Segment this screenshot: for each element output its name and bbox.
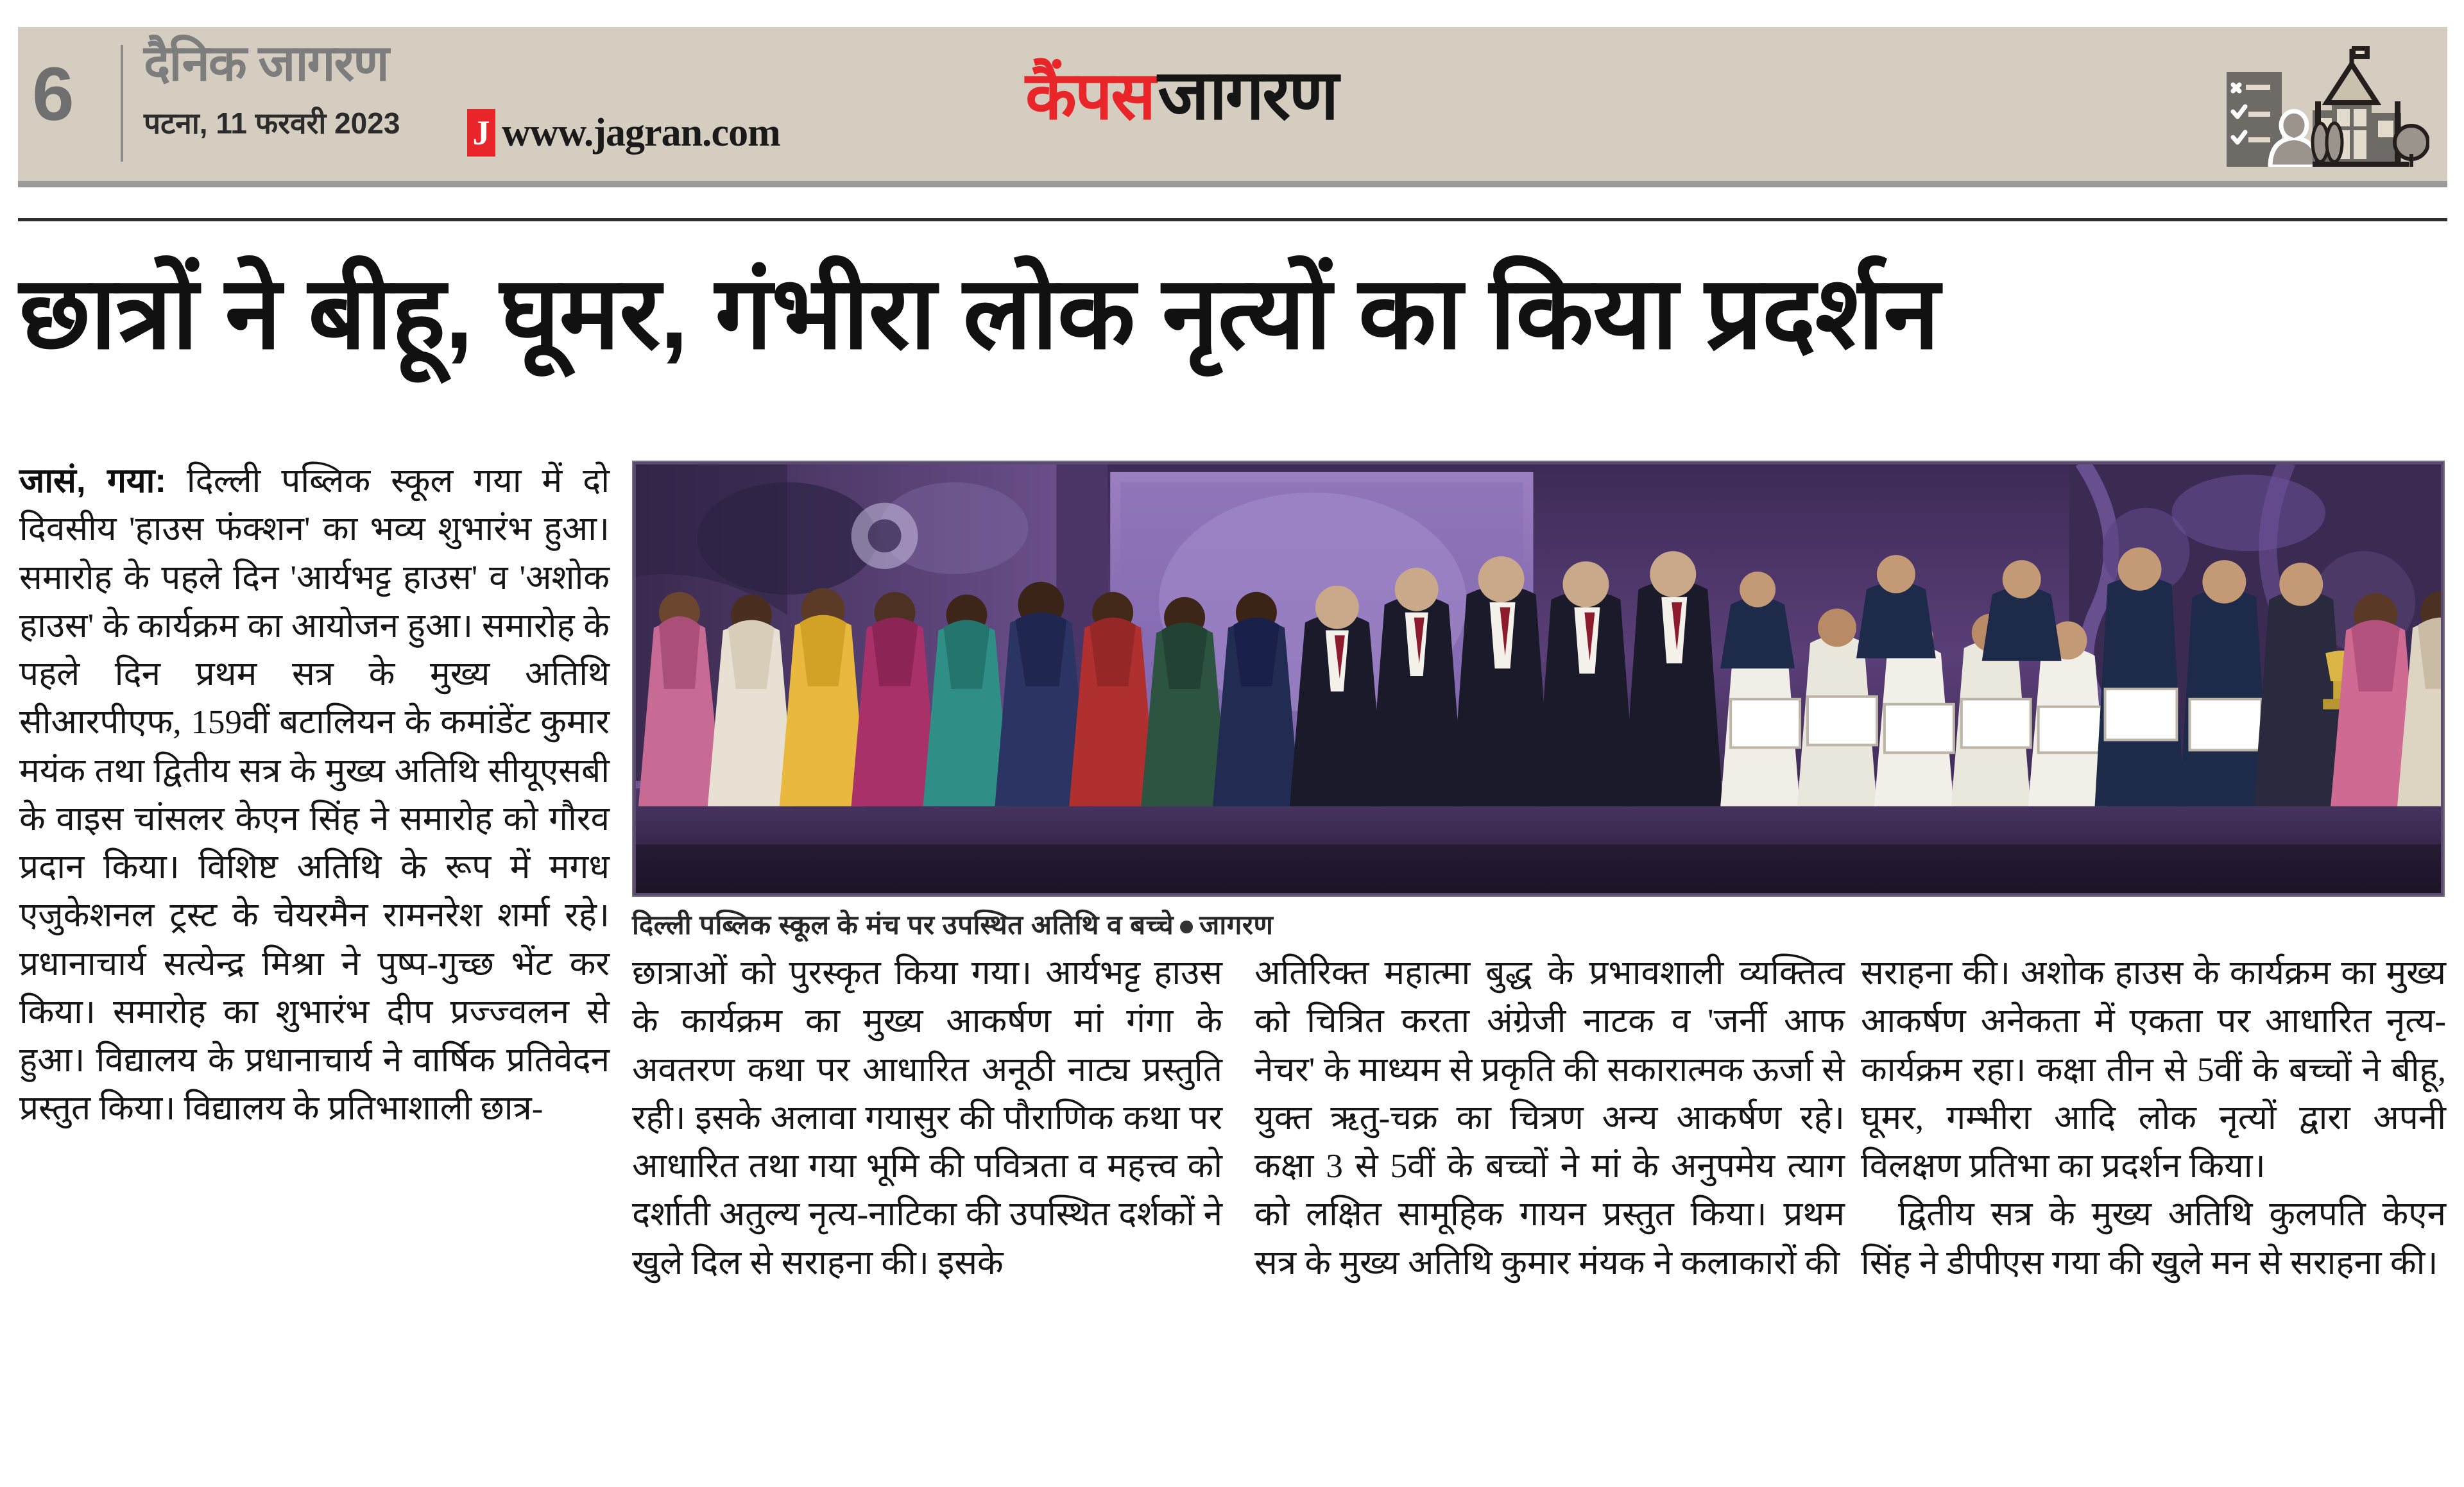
section-logo: [1025, 56, 1337, 133]
edition-date: पटना, 11 फरवरी 2023: [144, 106, 400, 140]
photo-credit: जागरण: [1199, 910, 1274, 940]
photo-caption: [632, 906, 2445, 942]
column-3-body: अतिरिक्त महात्मा बुद्ध के प्रभावशाली व्यक्तित्व को चित्रित करता अंग्रेजी नाटक व 'जर्नी आफ नेचर' के माध्यम से प्रकृति की सकारात्मक ऊर्जा से युक्त ऋतु-चक्र का चित्रण अन्य आकर्षण रहे। कक्षा 3 से 5वीं के बच्चों ने मां के अनुपमेय त्याग को लक्षित सामूहिक गायन प्रस्तुत किया। प्रथम सत्र के मुख्य अतिथि कुमार मंयक ने कलाकारों की: [1254, 955, 1845, 1282]
masthead-vertical-divider: [121, 45, 123, 162]
article-column-2: [632, 949, 1222, 1287]
website-link[interactable]: [467, 109, 780, 157]
column-4-body-p2: द्वितीय सत्र के मुख्य अतिथि कुलपति केएन सिंह ने डीपीएस गया की खुले मन से सराहना की।: [1861, 1196, 2446, 1282]
photo-caption-text: दिल्ली पब्लिक स्कूल के मंच पर उपस्थित अतिथि व बच्चे: [632, 910, 1174, 940]
campus-education-icon: [2218, 41, 2429, 167]
website-url-text: www.jagran.com: [502, 110, 780, 155]
brand-block: [144, 36, 413, 142]
brand-logo: दैनिक जागरण: [144, 35, 388, 91]
article-headline: छात्रों ने बीहू, घूमर, गंभीरा लोक नृत्यों का किया प्रदर्शन: [19, 257, 1939, 370]
masthead-bar: [18, 27, 2447, 181]
stage-group-photo: [632, 461, 2445, 897]
column-4-body-p1: सराहना की। अशोक हाउस के कार्यक्रम का मुख्य आकर्षण अनेकता में एकता पर आधारित नृत्य-कार्यक्रम रहा। कक्षा तीन से 5वीं के बच्चों ने बीहू, घूमर, गम्भीरा आदि लोक नृत्यों द्वारा अपनी विलक्षण प्रतिभा का प्रदर्शन किया।: [1861, 955, 2446, 1185]
article-column-4: [1861, 949, 2446, 1287]
section-logo-red-word: कैंपस: [1025, 59, 1154, 133]
article-photo-block: [632, 461, 2445, 942]
column-2-body: छात्राओं को पुरस्कृत किया गया। आर्यभट्ट हाउस के कार्यक्रम का मुख्य आकर्षण मां गंगा के अवतरण कथा पर आधारित अनूठी नाट्य प्रस्तुति रही। इसके अलावा गयासुर की पौराणिक कथा पर आधारित तथा गया भूमि की पवित्रता व महत्त्व को दर्शाती अतुल्य नृत्य-नाटिका की उपस्थित दर्शकों ने खुले दिल से सराहना की। इसके: [632, 955, 1222, 1282]
article-column-3: [1254, 949, 1845, 1287]
page-number: 6: [32, 52, 74, 137]
headline-top-rule: [18, 218, 2447, 221]
dateline: जासं, गया:: [19, 462, 166, 500]
article-column-1: [19, 457, 610, 1134]
section-logo-black-word: जागरण: [1158, 56, 1337, 133]
bullet-dot-icon: [1180, 921, 1193, 933]
column-1-body: दिल्ली पब्लिक स्कूल गया में दो दिवसीय 'हाउस फंक्शन' का भव्य शुभारंभ हुआ। समारोह के पहले दिन 'आर्यभट्ट हाउस' व 'अशोक हाउस' के कार्यक्रम का आयोजन हुआ। समारोह के पहले दिन प्रथम सत्र के मुख्य अतिथि सीआरपीएफ, 159वीं बटालियन के कमांडेंट कुमार मयंक तथा द्वितीय सत्र के मुख्य अतिथि सीयूएसबी के वाइस चांसलर केएन सिंह ने समारोह को गौरव प्रदान किया। विशिष्ट अतिथि के रूप में मगध एजुकेशनल ट्रस्ट के चेयरमैन रामनरेश शर्मा रहे। प्रधानाचार्य सत्येन्द्र मिश्रा ने पुष्प-गुच्छ भेंट कर किया। समारोह का शुभारंभ दीप प्रज्ज्वलन से हुआ। विद्यालय के प्रधानाचार्य ने वार्षिक प्रतिवेदन प्रस्तुत किया। विद्यालय के प्रतिभाशाली छात्र-: [19, 463, 610, 1128]
masthead-underline-rule: [18, 181, 2447, 187]
jagran-j-badge-icon: J: [467, 109, 495, 157]
